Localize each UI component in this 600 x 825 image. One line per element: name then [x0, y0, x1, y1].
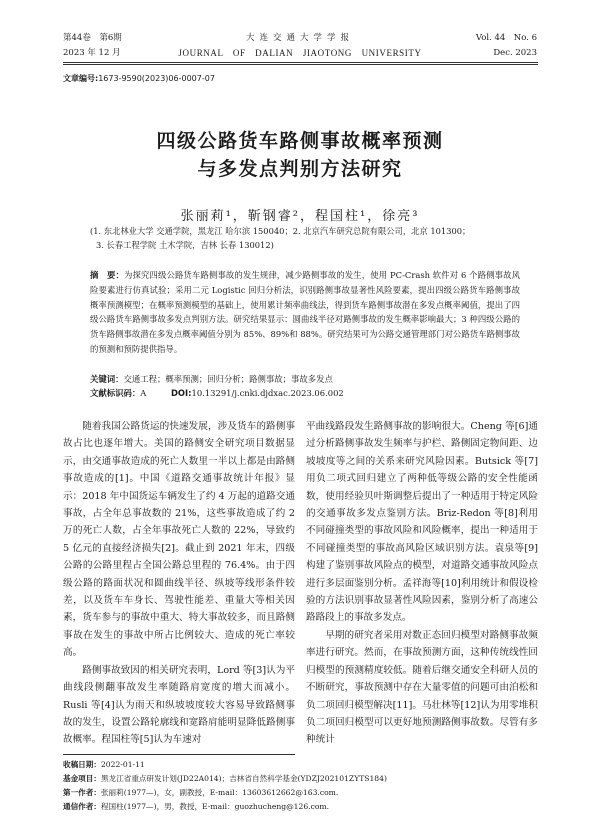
header-date-en: Dec. 2023: [493, 48, 537, 58]
article-number-value: 1673-9590(2023)06-0007-07: [98, 74, 215, 83]
received-date: 2022-01-11: [100, 760, 145, 769]
header-volume: 第44卷 第6期: [63, 33, 122, 43]
abstract-text: 为探究四级公路货车路侧事故的发生规律，减少路侧事故的发生，使用 PC-Crash 软件对 6 个路侧事故风险要素进行仿真试验；采用二元 Logistic 回归分析法，识别路侧事故显著性风险要素，提出四级公路货车路侧事故概率预测模型；在概率预测模型的基础上，使用累计频率曲线法，得到货车路侧事故潜在多发点概率阈值，提出了四级公路货车路侧事故多发点判别方法。研究结果显示：圆曲线半径对路侧事故的发生概率影响最大；3 种四级公路的货车路侧事故潜在多发点概率阈值分别为 85%、89%和 88%。研究结果可为公路交通管理部门对公路货车路侧事故的预测和预防提供指导。: [90, 270, 521, 354]
header-vol-en: Vol. 44 No. 6: [475, 33, 537, 43]
right-paragraph-2: 早期的研究者采用对数正态回归模型对路侧事故频率进行研究。然而，在事故预测方面，这种传统线性回归模型的预测精度较低。随着后继交通安全科研人员的不断研究，事故预测中存在大量零值的问题可由泊松和负二项回归模型解决[11]。马壮林等[12]认为用零堆积负二项回归模型可以更好地预测路侧事故数。尽管有多种统计: [306, 629, 538, 746]
doi-label: DOI:: [170, 388, 192, 398]
left-paragraph-2: 路侧事故致因的相关研究表明，Lord 等[3]认为平曲线段侧翻事故发生率随路肩宽度的增大而减小。Rusli 等[4]认为雨天和纵坡坡度较大容易导致路侧事故的发生，设置公路轮廓线和宽路肩能明显降低路侧事故概率。程国柱等[5]认为车速对: [63, 664, 295, 746]
affiliation-line2: 3. 长春工程学院 土木学院，吉林 长春 130012): [96, 240, 274, 250]
article-number-label: 文章编号:: [63, 74, 99, 83]
corresponding-label: 通信作者：: [63, 802, 101, 811]
header-rule-2: [63, 64, 538, 65]
first-author-text: 张丽莉(1977—)，女，副教授，E-mail：13603612662@163.com.: [100, 788, 339, 797]
body-right-column: [306, 418, 538, 749]
article-number: [63, 73, 215, 84]
first-author-label: 第一作者：: [63, 788, 101, 797]
keywords-text: 交通工程；概率预测；回归分析；路侧事故；事故多发点: [123, 374, 333, 384]
keywords: [90, 373, 333, 385]
fund-label: 基金项目：: [63, 774, 101, 783]
authors: 张丽莉¹，靳钢睿²，程国柱¹，徐亮³: [180, 209, 420, 224]
footnote-fund: [63, 772, 543, 786]
abstract: [90, 268, 520, 357]
footnote-first-author: [63, 786, 543, 800]
footnote-corresponding: [63, 800, 543, 814]
abstract-label: 摘 要：: [90, 270, 124, 280]
document-code: [90, 387, 344, 399]
paper-title-line1: 四级公路货车路侧事故概率预测: [156, 130, 444, 152]
affiliation-line1: (1. 东北林业大学 交通学院，黑龙江 哈尔滨 150040；2. 北京汽车研究总院有限公司，北京 101300；: [90, 226, 471, 236]
left-paragraph-1: 随着我国公路货运的快速发展，涉及货车的路侧事故占比也逐年增大。美国的路侧安全研究项目数据显示，由交通事故造成的死亡人数里一半以上都是由路侧事故造成的[1]。中国《道路交通事故统计年报》显示：2018 年中国货运车辆发生了约 4 万起的道路交通事故，占全年总事故数的 21%，这些事故造成了约 2 万的死亡人数，占全年事故死亡人数的 22%，导致约 5 亿元的直接经济损失[2]。截止到 2021 年末，四级公路的公路里程占全国公路总里程的 76.4%。由于四级公路的路面状况和圆曲线半径、纵坡等线形条件较差，以及货车车身长、驾驶性能差、重量大等相关因素，货车参与的事故中重大、特大事故较多，而且路侧事故在发生的事故中所占比例较大、造成的死亡率较高。: [63, 421, 295, 659]
journal-name-cn: 大连交通大学学报: [245, 33, 354, 43]
footnote-received: [63, 758, 543, 772]
received-label: 收稿日期：: [63, 760, 101, 769]
header-rule: [63, 62, 538, 63]
keywords-label: 关键词：: [90, 374, 124, 384]
doc-code-label: 文献标识码：: [90, 388, 141, 398]
body-left-column: [63, 418, 295, 749]
journal-name-en: JOURNAL OF DALIAN JIAOTONG UNIVERSITY: [178, 48, 422, 58]
corresponding-text: 程国柱(1977—)，男，教授，E-mail：guozhucheng@126.com.: [100, 802, 330, 811]
footnote-rule: [63, 754, 295, 755]
doi-value: 10.13291/j.cnki.djdxac.2023.06.002: [191, 388, 344, 398]
right-paragraph-1: 平曲线路段发生路侧事故的影响很大。Cheng 等[6]通过分析路侧事故发生频率与护栏、路侧固定物间距、边坡坡度等之间的关系来研究风险因素。Butsick 等[7]用负二项式回归建立了两种低等级公路的安全性能函数，使用经验贝叶斯调整后提出了一种适用于特定风险的交通事故多发点鉴别方法。Briz-Redon 等[8]利用不同碰撞类型的事故风险和风险概率，提出一种适用于不同碰撞类型的事故高风险区域识别方法。袁泉等[9]构建了鉴别事故风险点的模型，对道路交通事故风险点进行多层面鉴别分析。孟祥海等[10]利用统计和假设检验的方法识别事故显著性风险因素，鉴别分析了高速公路路段上的事故多发点。: [306, 421, 538, 624]
fund-text: 黑龙江省重点研发计划(JD22A014)；吉林省自然科学基金(YDZJ202101ZYTS184): [100, 774, 387, 783]
paper-title-line2: 与多发点判别方法研究: [197, 158, 403, 180]
doc-code-value: A: [140, 388, 147, 398]
header-date: 2023 年 12 月: [63, 48, 121, 58]
